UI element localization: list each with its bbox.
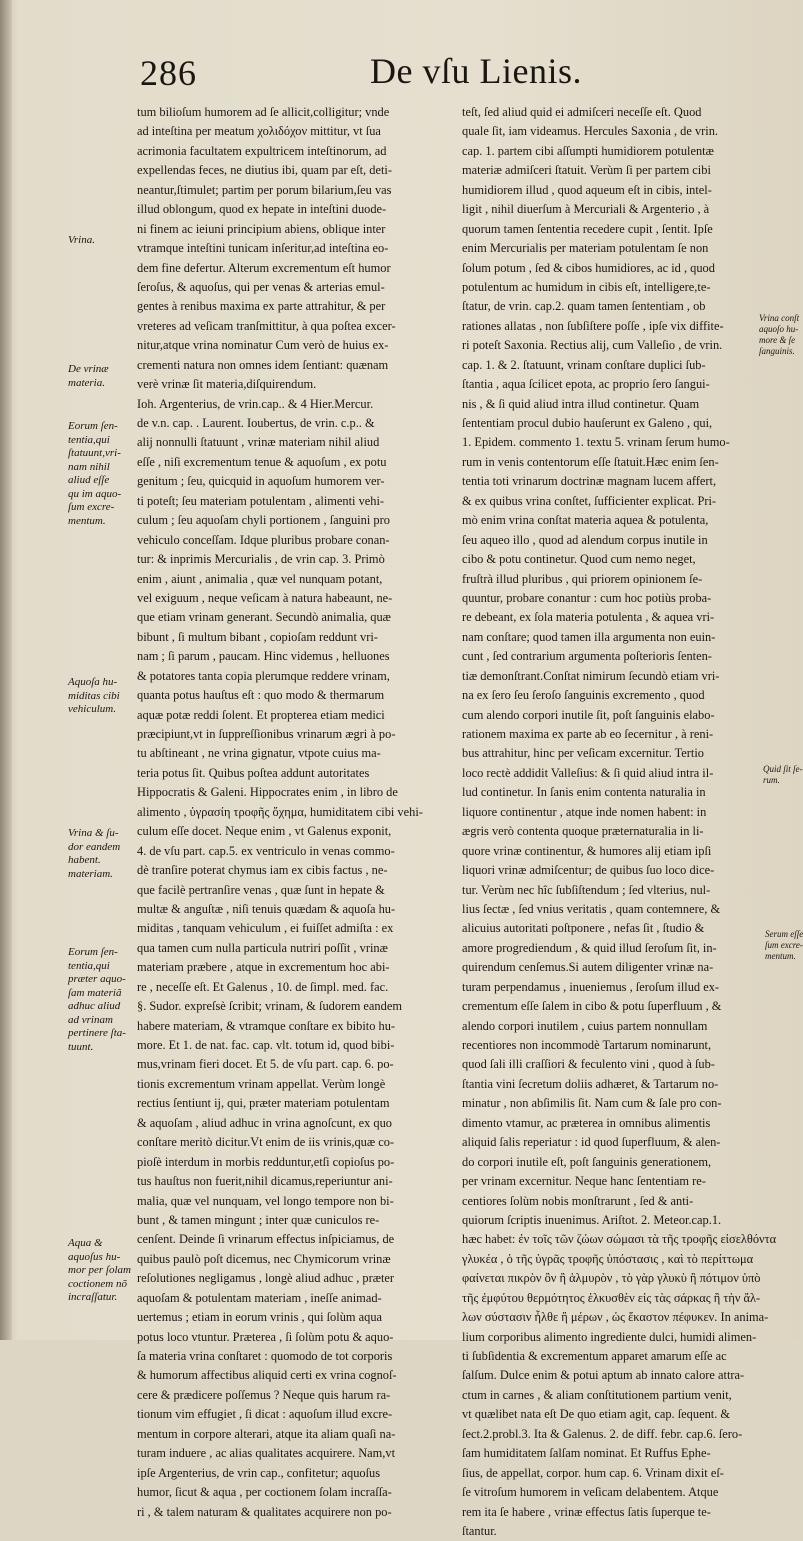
- text-column-left: [137, 103, 452, 1522]
- text-line: amore progrediendum , & quid illud ſeroſum ſit, in-: [462, 940, 717, 955]
- text-line: ligit , nihil diuerſum à Mercuriali & Argenterio , à: [462, 202, 710, 217]
- text-line: materiam præbere , atque in excrementum hoc abi-: [137, 960, 390, 975]
- margin-note-line: rum.: [763, 775, 780, 785]
- margin-note-line: Quid ſit ſe-: [763, 764, 803, 774]
- text-line: aliquid ſalis reperiatur : id quod ſuperfluum, & alen-: [462, 1135, 721, 1150]
- margin-note: [759, 313, 799, 357]
- margin-note-line: ad vrinam: [68, 1013, 113, 1026]
- text-line: rationem maxima ex parte ab eo ſecernitur , à reni-: [462, 727, 714, 741]
- text-line: quirendum cenſemus.Si autem diligenter vrinæ na-: [462, 960, 714, 975]
- text-line: quiorum ſcriptis inuenimus. Ariſtot. 2. Meteor.cap.1.: [462, 1212, 722, 1227]
- text-line: §. Sudor. expreſsè ſcribit; vrinam, & ſudorem eandem: [137, 999, 402, 1014]
- text-line: de v.n. cap. . Laurent. Ioubertus, de vrin. c.p.. &: [137, 416, 375, 430]
- running-head: De vſu Lienis.: [370, 51, 582, 91]
- text-line: genitum ; ſeu, quicquid in aquoſum humorem ver-: [137, 474, 385, 489]
- margin-note-line: ſum excre-: [765, 940, 803, 950]
- text-line: acrimonia facultatem expultricem inteſtinorum, ad: [137, 143, 387, 158]
- margin-note-line: De vrinæ: [68, 363, 109, 375]
- text-line: mentum in corpore alterari, atque ita aliam quaſi na-: [137, 1426, 396, 1441]
- text-line: potulentum ac humidum in cibis eſt, intelligere,te-: [462, 279, 711, 294]
- margin-note-line: incraſſatur.: [68, 1291, 118, 1303]
- text-line: habere materiam, & vtramque conſtare ex bibito hu-: [137, 1018, 396, 1033]
- text-line: & aquoſam , aliud adhuc in vrina agnoſcunt, ex quo: [137, 1115, 392, 1130]
- text-line: vehiculo conceſſam. Idque pluribus probare conan-: [137, 532, 390, 547]
- text-line: quanta potus hauſtus eſt : quo modo & thermarum: [137, 688, 385, 703]
- text-line: tus hauſtus non fuerit,nihil dicamus,reperiuntur ani-: [137, 1174, 393, 1189]
- text-line: rum in venis contentorum eſſe ſtatuit.Hæc enim ſen-: [462, 454, 719, 469]
- text-column-right: [462, 103, 777, 1541]
- text-line: ſam humiditatem ſalſam nominat. Et Ruffus Ephe-: [462, 1446, 711, 1461]
- margin-note-line: ſum excre-: [68, 501, 115, 513]
- text-line: ad inteſtina per meatum χολιδόχον mittitur, vt ſua: [137, 124, 381, 139]
- text-line: enim , aiunt , animalia , quæ vel nunquam potant,: [137, 571, 383, 586]
- text-line: quore vrinæ continentur, & humores alij etiam ipſi: [462, 843, 712, 858]
- text-line: liquori vrinæ admiſcentur; de quibus ſuo loco dice-: [462, 863, 715, 878]
- text-line: rationes allatas , non ſubſiſtere poſſe , ipſe vix diffite-: [462, 318, 724, 333]
- text-line: materiæ admiſceri ſtatuit. Verùm ſi per partem cibi: [462, 163, 711, 178]
- text-line: cenſent. Deinde ſi vrinarum effectus inſpiciamus, de: [137, 1232, 395, 1247]
- margin-note-line: mentum.: [765, 951, 796, 961]
- text-line: teria potus ſit. Quibus poſtea addunt autoritates: [137, 765, 370, 780]
- text-line: expellendas feces, ne diutius ibi, quam par eſt, deti-: [137, 163, 392, 178]
- text-line: quod ſali illi craſſiori & feculento vini , quod à ſub-: [462, 1057, 715, 1072]
- text-line: ſtantia vini ſecretum doliis adhæret, & Tartarum no-: [462, 1076, 719, 1091]
- margin-note-line: ſanguinis.: [759, 346, 795, 356]
- text-line: hæc habet: ἐν τοῖς τῶν ζώων σώμασι τὰ τῆς τροφῆς εἰσελθόντα: [462, 1232, 777, 1247]
- text-line: quale ſit, iam videamus. Hercules Saxonia , de vrin.: [462, 124, 719, 139]
- text-line: verè vrinæ ſit materia,diſquirendum.: [137, 377, 317, 392]
- text-line: more. Et 1. de nat. fac. cap. vlt. totum id, quod bibi-: [137, 1038, 395, 1052]
- text-line: ſius, de appellat, corpor. hum cap. 6. Vrinam dixit eſ-: [462, 1465, 724, 1480]
- text-line: culum eſſe docet. Neque enim , vt Galenus exponit,: [137, 824, 392, 839]
- margin-note: [763, 764, 803, 786]
- text-line: 4. de vſu part. cap.5. ex ventriculo in venas commo-: [137, 843, 395, 858]
- text-line: rectius ſentiunt ij, qui, præter materiam potulentam: [137, 1096, 390, 1111]
- text-line: mus,vrinam fieri docet. Et 5. de vſu part. cap. 6. po-: [137, 1057, 394, 1072]
- text-line: nitur,atque vrina nominatur Cum verò de huius ex-: [137, 338, 389, 353]
- text-line: reſolutiones negligamus , longè aliud adhuc , præter: [137, 1271, 395, 1286]
- text-line: ægris verò contenta quoque præternaturalia in li-: [462, 824, 704, 839]
- text-line: lud continetur. In ſanis enim contenta naturalia in: [462, 785, 706, 800]
- text-line: bus attrahitur, hinc per veſicam excernitur. Tertio: [462, 746, 705, 761]
- text-line: alij nonnulli ſtatuunt , vrinæ materiam nihil aliud: [137, 435, 380, 450]
- text-line: crementum eſſe ſalem in cibo & potu ſuperfluum , &: [462, 999, 722, 1014]
- text-line: ti poteſt; ſeu materiam potulentam , alimenti vehi-: [137, 493, 385, 508]
- text-line: nis , & ſi quid aliud intra illud continetur. Quam: [462, 396, 700, 411]
- text-line: γλυκέα , ὁ τῆς ὑγρᾶς τροφῆς ὑπόστασις , καὶ τὸ περίττωμα: [462, 1251, 754, 1266]
- text-line: & potatores tanta copia plerumque reddere vrinam,: [137, 668, 390, 683]
- text-line: tum bilioſum humorem ad ſe allicit,colligitur; vnde: [137, 105, 390, 119]
- margin-note-line: ſtatuunt,vri-: [68, 447, 121, 459]
- text-line: alicuius autoritati poſtponere , nefas ſit , ſtudio &: [462, 921, 705, 936]
- text-line: ſa materia vrina conſtaret : quomodo de tot corporis: [137, 1349, 393, 1363]
- text-line: que etiam vrinam generant. Secundò animalia, quæ: [137, 610, 391, 625]
- margin-note-line: nam nihil: [68, 460, 110, 473]
- text-line: potus loco vtuntur. Præterea , ſi ſolùm potu & aquo-: [137, 1329, 394, 1344]
- text-line: ſtantia , aqua ſcilicet epota, ac proprio ſero ſangui-: [462, 377, 710, 392]
- text-line: dem fine defertur. Alterum excrementum eſt humor: [137, 260, 391, 275]
- text-line: tur: & inprimis Mercurialis , de vrin cap. 3. Primò: [137, 552, 385, 567]
- margin-note-line: pertinere ſta-: [68, 1027, 126, 1039]
- text-line: per vrinam excernitur. Neque hanc ſententiam re-: [462, 1174, 706, 1189]
- text-line: miditas , tanquam vehiculum , ei fuiſſet admiſta : ex: [137, 921, 394, 936]
- text-line: φαίνεται πικρὸν ὂν ἢ ἁλμυρὸν , τὸ γὰρ γλυκὺ ἢ πότιμον ὑπὸ: [462, 1271, 761, 1286]
- margin-note: [68, 234, 95, 248]
- margin-note-line: more & ſe: [759, 335, 796, 345]
- text-line: cunt , ſed contrarium argumenta poſterioris ſenten-: [462, 649, 712, 664]
- margin-note-line: Eorum ſen-: [68, 420, 118, 432]
- margin-note: [68, 363, 109, 390]
- text-line: tu abſtineant , ne vrina gignatur, vtpote cuius ma-: [137, 746, 381, 761]
- text-line: alendo corpori inutilem , cuius partem nonnullam: [462, 1018, 708, 1033]
- margin-note-line: mentum.: [68, 514, 106, 527]
- text-line: cum alendo corpori inutile ſit, poſt ſanguinis elabo-: [462, 707, 715, 722]
- margin-note: [68, 420, 121, 528]
- text-line: turam perpendamus , inueniemus , ſeroſum illud ex-: [462, 979, 720, 994]
- margin-note-line: habent.: [68, 854, 101, 866]
- text-line: gentes à renibus maxima ex parte attrahitur, & per: [137, 299, 386, 314]
- text-line: aquoſam & potulentam materiam , ineſſe animad-: [137, 1290, 382, 1305]
- text-line: rem ita ſe habere , vrinæ effectus ſatis ſuperque te-: [462, 1504, 711, 1519]
- text-line: humor, ſicut & aqua , per coctionem ſolam incraſſa-: [137, 1485, 392, 1500]
- margin-note: [68, 827, 120, 881]
- text-line: tur. Verùm nec hîc ſubſiſtendum ; ſed vlterius, nul-: [462, 882, 711, 897]
- text-line: λων σύστασιν ἦλθε ἢ μέρων , ὡς ἕκαστον πέφυκεν. In anima-: [462, 1310, 769, 1325]
- text-line: præcipiunt,vt in ſuppreſſionibus vrinarum ægri à po-: [137, 727, 396, 741]
- text-line: ri poteſt Saxonia. Rectius alij, cum Valleſio , de vrin.: [462, 338, 723, 353]
- text-line: ſeu aqueo illo , quod ad alendum corpus inutile in: [462, 532, 708, 547]
- margin-note: [765, 929, 803, 962]
- text-line: quibus paulò poſt dicemus, nec Chymicorum vrinæ: [137, 1251, 391, 1266]
- text-line: dimento vtamur, ac præterea in omnibus alimentis: [462, 1115, 711, 1130]
- text-line: mò enim vrina conſtat materia aquea & potulenta,: [462, 513, 709, 528]
- text-line: 1. Epidem. commento 1. textu 5. vrinam ſerum humo-: [462, 435, 730, 450]
- text-line: vt quælibet nata eſt De quo etiam agit, cap. ſequent. &: [462, 1407, 731, 1422]
- text-line: cap. 1. & 2. ſtatuunt, vrinam conſtare duplici ſub-: [462, 357, 706, 372]
- text-line: ri , & talem naturam & qualitates acquirere non po-: [137, 1504, 392, 1519]
- margin-note-line: aquoſus hu-: [68, 1250, 121, 1263]
- text-line: quuntur, probare conantur : cum hoc potiùs proba-: [462, 590, 712, 605]
- margin-note-line: Aquoſa hu-: [68, 676, 118, 688]
- text-line: uertemus ; etiam in eorum vrinis , qui ſolùm aqua: [137, 1310, 383, 1325]
- text-line: τῆς ἐμφύτου θερμότητος ἑλκυσθὲν εἰς τὰς σάρκας ἢ τὴν ἄλ-: [462, 1290, 761, 1305]
- margin-note-line: tentia,qui: [68, 433, 110, 446]
- text-line: vel exiguum , neque veſicam à natura habeaunt, ne-: [137, 590, 393, 605]
- text-line: ctum in carnes , & aliam conſtitutionem partium venit,: [462, 1387, 732, 1402]
- text-line: do corpori inutile eſt, poſt ſanguinis generationem,: [462, 1154, 712, 1169]
- text-line: Ioh. Argenterius, de vrin.cap.. & 4 Hier.Mercur.: [137, 396, 374, 411]
- text-line: dè tranſire poterat chymus iam ex cibis factus , ne-: [137, 863, 388, 878]
- text-line: vtramque inteſtini tunicam inſeritur,ad inteſtina eo-: [137, 241, 389, 256]
- text-line: ſeroſus, & aquoſus, qui per venas & arterias emul-: [137, 279, 385, 294]
- text-line: fruſtrà illud pluribus , qui priorem opinionem ſe-: [462, 571, 703, 586]
- text-line: illud oblongum, quod ex hepate in inteſtini duode-: [137, 202, 387, 217]
- text-line: qua tamen cum nulla particula nutriri poſſit , vrinæ: [137, 940, 388, 955]
- text-line: alimento , ὑγρασίη τροφῆς ὄχημα, humiditatem cibi vehi-: [137, 804, 423, 819]
- margin-note-line: tuunt.: [68, 1040, 94, 1053]
- text-line: recentiores non incommodè Tartarum nominarunt,: [462, 1038, 712, 1052]
- text-line: centiores ſolùm nobis monſtrarunt , ſed & anti-: [462, 1193, 694, 1208]
- margin-note: [68, 1237, 131, 1305]
- margin-note-line: Vrina.: [68, 234, 95, 246]
- margin-note-line: materia.: [68, 376, 105, 389]
- margin-note-line: qu im aquo-: [68, 487, 122, 500]
- text-line: teſt, ſed aliud quid ei admiſceri neceſſe eſt. Quod: [462, 105, 702, 119]
- text-line: ſolum potum , ſed & cibos humidiores, ac id , quod: [462, 260, 715, 275]
- text-line: crementi natura non omnes idem ſentiant: quænam: [137, 357, 389, 372]
- text-line: tentia toti vrinarum doctrinæ magnam lucem affert,: [462, 474, 717, 489]
- text-line: tionis excrementum vrinam appellat. Verùm longè: [137, 1076, 386, 1091]
- text-line: aquæ potæ reddi ſolent. Et propterea etiam medici: [137, 707, 385, 722]
- text-line: ſtatur, de vrin. cap.2. quam tamen ſententiam , ob: [462, 299, 706, 314]
- text-line: humidiorem illud , quod aqueum eſt in cibis, intel-: [462, 182, 712, 197]
- text-line: eſſe , niſi excrementum tenue & aquoſum , ex potu: [137, 454, 387, 469]
- text-line: cere & prædicere poſſemus ? Neque quis harum ra-: [137, 1387, 391, 1402]
- margin-note: [68, 676, 120, 717]
- margin-note-line: Eorum ſen-: [68, 946, 118, 958]
- text-line: tionum vim effugiet , ſi dicat : aquoſum illud excre-: [137, 1407, 393, 1422]
- text-line: tiæ demonſtrant.Conſtat nimirum ſecundò etiam vri-: [462, 668, 720, 683]
- text-line: ti ſubſidentia & excrementum apparet amarum eſſe ac: [462, 1349, 727, 1363]
- text-line: ſententiam procul dubio hauſerunt ex Galeno , qui,: [462, 416, 713, 430]
- text-line: bibunt , ſi multum bibant , copioſam reddunt vri-: [137, 629, 378, 644]
- text-line: nam conſtare; quod tamen illa argumenta non euin-: [462, 629, 716, 644]
- text-line: ni finem ac ieiuni principium abiens, oblique inter: [137, 221, 386, 236]
- margin-note-line: materiam.: [68, 867, 113, 880]
- text-line: quorum tamen ſententia recedere cupit , ſentit. Ipſe: [462, 221, 713, 236]
- text-line: re debeant, ex ſola materia potulenta , & aquea vri-: [462, 610, 715, 625]
- text-line: enim Mercurialis per materiam potulentam ſe non: [462, 241, 709, 256]
- page-gutter-shadow: [0, 0, 12, 1340]
- margin-note-line: adhuc aliud: [68, 1000, 121, 1012]
- margin-note-line: tentia,qui: [68, 959, 110, 972]
- margin-note-line: ſam materiã: [68, 986, 122, 999]
- text-line: turam induere , ac alias qualitates acquirere. Nam,vt: [137, 1446, 396, 1461]
- text-line: cap. 1. partem cibi aſſumpti humidiorem potulentæ: [462, 143, 714, 158]
- margin-note-line: coctionem nõ: [68, 1277, 127, 1290]
- margin-note-line: aliud eſſe: [68, 474, 110, 486]
- margin-note-line: dor eandem: [68, 840, 121, 853]
- margin-note-line: vehiculum.: [68, 703, 116, 715]
- text-line: Hippocratis & Galeni. Hippocrates enim , in libro de: [137, 785, 398, 800]
- text-line: minatur , non abſimilis ſit. Nam cum & ſale pro con-: [462, 1096, 722, 1111]
- margin-note: [68, 946, 126, 1054]
- margin-note-line: aquoſo hu-: [759, 324, 799, 334]
- text-line: & humorum affectibus aliquid certi ex vrina cognoſ-: [137, 1368, 397, 1383]
- text-line: malia, quæ vel nunquam, vel longo tempore non bi-: [137, 1193, 394, 1208]
- text-line: ipſe Argenterius, de vrin cap., confitetur; aquoſus: [137, 1465, 381, 1480]
- text-line: multæ & anguſtæ , niſi tenuis quædam & aquoſa hu-: [137, 901, 396, 916]
- text-line: liquore continentur , atque inde nomen habent: in: [462, 804, 707, 819]
- text-line: que facilè pertranſire venas , quæ ſunt in hepate &: [137, 882, 385, 897]
- text-line: ſalſum. Dulce enim & potui aptum ab innato calore attra-: [462, 1368, 745, 1383]
- text-line: ſect.2.probl.3. Ita & Galenus. 2. de diff. febr. cap.6. ſero-: [462, 1426, 743, 1441]
- text-line: neantur,ſtimulet; partim per porum bilarium,ſeu vas: [137, 182, 392, 197]
- text-line: lius ſectæ , ſed vnius veritatis , quam contemnere, &: [462, 901, 721, 916]
- text-line: na ex ſero ſeu ſeroſo ſanguinis excremento , quod: [462, 688, 705, 703]
- text-line: ſe vitroſum humorem in veſicam delabentem. Atque: [462, 1485, 719, 1500]
- text-line: re , neceſſe eſt. Et Galenus , 10. de ſimpl. med. fac.: [137, 979, 389, 994]
- text-line: vreteres ad veſicam tranſmittitur, à qua poſtea excer-: [137, 318, 396, 333]
- text-line: pioſè interdum in morbis redduntur,etſi copioſus po-: [137, 1154, 395, 1169]
- text-line: culum ; ſeu aquoſam chyli portionem , ſanguini pro: [137, 513, 390, 528]
- text-line: nam ; ſi parum , paucam. Hinc videmus , helluones: [137, 649, 390, 664]
- text-line: cibo & potu continetur. Quod cum nemo neget,: [462, 552, 696, 567]
- margin-note-line: Aqua &: [68, 1237, 103, 1249]
- margin-note-line: Serum eſſe: [765, 929, 803, 939]
- text-line: bunt , & tamen mingunt ; inter quæ cuniculos re-: [137, 1212, 380, 1227]
- margin-note-line: Vrina & ſu-: [68, 827, 119, 839]
- text-line: & ex quibus vrina conſtet, ſufficienter explicat. Pri-: [462, 493, 717, 508]
- text-line: lium corporibus alimento ingrediente dulci, humidi alimen-: [462, 1329, 757, 1344]
- page-number: 286: [140, 53, 197, 93]
- margin-note-line: mor per ſolam: [68, 1264, 131, 1276]
- text-line: loco rectè addidit Valleſius: & ſi quid aliud intra il-: [462, 765, 714, 780]
- margin-note-line: miditas cibi: [68, 689, 120, 702]
- margin-note-line: Vrina conſt: [759, 313, 800, 323]
- text-line: conſtare meritò dicitur.Vt enim de iis vrinis,quæ co-: [137, 1135, 395, 1150]
- margin-note-line: præter aquo-: [68, 973, 126, 985]
- text-line: ſtantur.: [462, 1523, 497, 1538]
